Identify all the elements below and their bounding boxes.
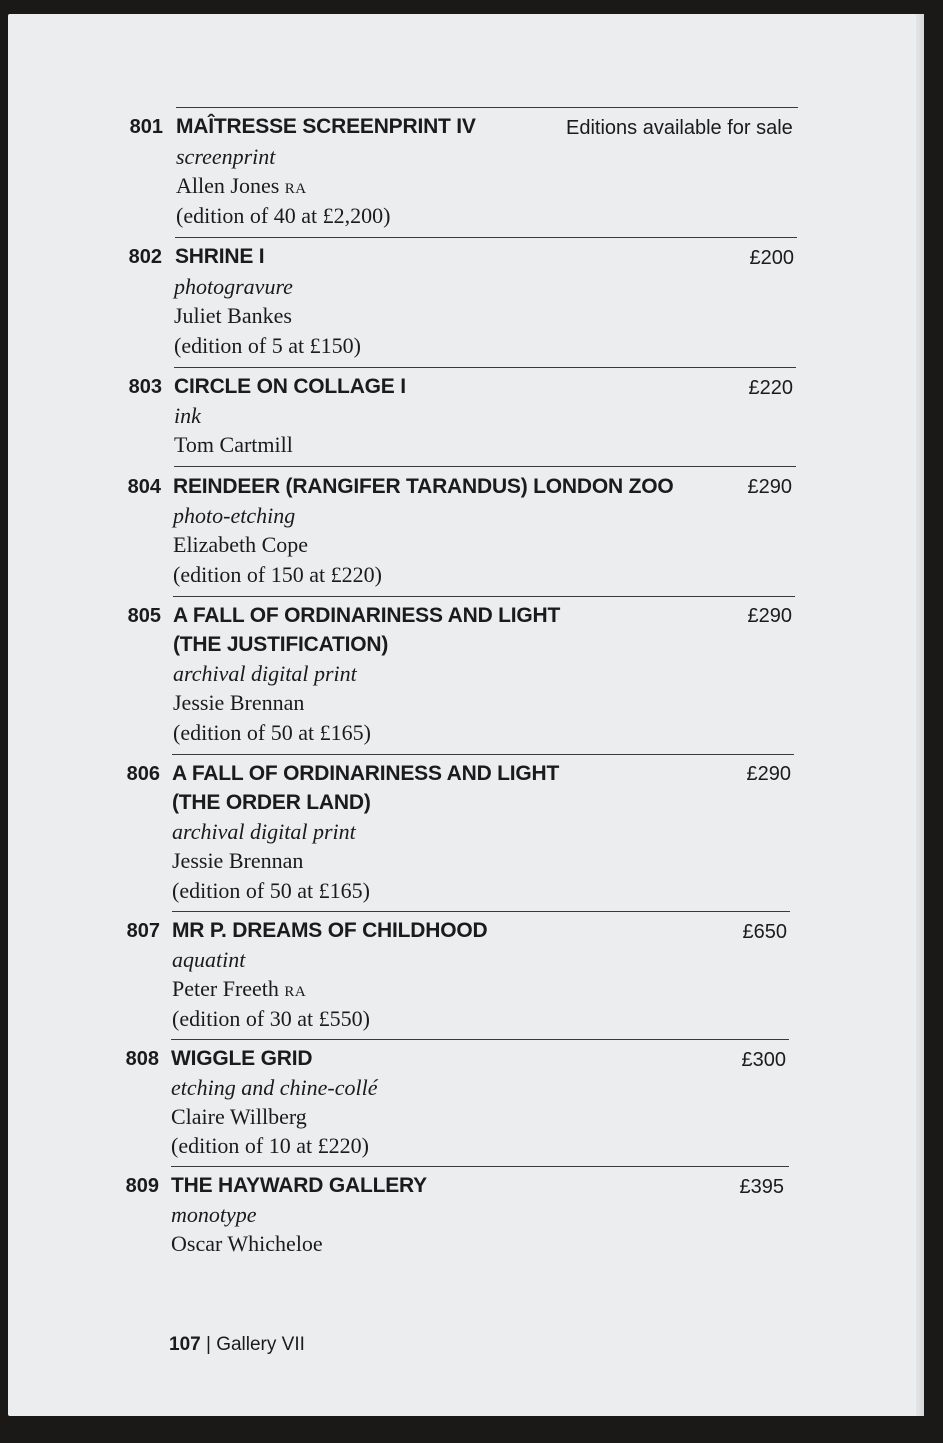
entry-number: 809 — [125, 1175, 159, 1197]
entry-title: MAÎTRESSE SCREENPRINT IV — [176, 115, 476, 138]
entry-edition: (edition of 40 at £2,200) — [176, 203, 391, 228]
entry-edition: (edition of 30 at £550) — [172, 1006, 370, 1031]
entry-edition: (edition of 50 at £165) — [172, 878, 370, 903]
entry-edition: (edition of 10 at £220) — [171, 1133, 369, 1158]
entry-artist: Jessie Brennan — [172, 848, 304, 873]
entry-title-line: A FALL OF ORDINARINESS AND LIGHT — [173, 604, 561, 627]
entry-price: £200 — [749, 247, 794, 269]
entry-medium: ink — [174, 403, 201, 428]
entry-artist: Claire Willberg — [171, 1104, 307, 1129]
entry-title: CIRCLE ON COLLAGE I — [174, 375, 406, 398]
entry-price: £395 — [739, 1176, 784, 1198]
entry-number: 808 — [125, 1048, 159, 1070]
artist-name: Allen Jones — [176, 173, 280, 198]
entry-number: 807 — [126, 920, 160, 942]
entry-number: 801 — [129, 116, 163, 138]
page-footer: 107 | Gallery VII — [169, 1334, 305, 1355]
entry-rule — [176, 107, 798, 108]
entry-artist: Juliet Bankes — [174, 303, 292, 328]
entry-edition: (edition of 5 at £150) — [174, 333, 361, 358]
entry-rule — [171, 1166, 789, 1167]
entry-artist — [176, 171, 307, 204]
entry-title: SHRINE I — [175, 245, 265, 268]
entry-medium: archival digital print — [173, 661, 357, 686]
entry-title: WIGGLE GRID — [171, 1047, 313, 1070]
catalogue-page — [8, 14, 924, 1416]
entry-number: 804 — [127, 476, 161, 498]
entry-medium: screenprint — [176, 144, 276, 169]
entry-number: 802 — [128, 246, 162, 268]
entry-medium: aquatint — [172, 947, 246, 972]
editions-note: Editions available for sale — [566, 117, 793, 139]
entry-artist: Tom Cartmill — [174, 432, 293, 457]
entry-medium: photo-etching — [173, 503, 296, 528]
entry-rule — [173, 596, 795, 597]
entry-title-line: A FALL OF ORDINARINESS AND LIGHT — [172, 762, 560, 785]
entry-rule — [172, 754, 794, 755]
page-number: 107 — [169, 1334, 201, 1355]
entry-edition: (edition of 150 at £220) — [173, 562, 382, 587]
entry-rule — [174, 367, 796, 368]
section-name: Gallery VII — [216, 1334, 305, 1355]
entry-title: THE HAYWARD GALLERY — [171, 1174, 427, 1197]
entry-price: £290 — [746, 763, 791, 785]
entry-price: £290 — [747, 605, 792, 627]
entry-title-line: (THE ORDER LAND) — [172, 791, 371, 814]
entry-title: MR P. DREAMS OF CHILDHOOD — [172, 919, 488, 942]
entry-rule — [171, 1039, 789, 1040]
entry-price: £220 — [748, 377, 793, 399]
entry-title-line: (THE JUSTIFICATION) — [173, 633, 389, 656]
entry-medium: photogravure — [174, 274, 293, 299]
entry-artist: Oscar Whicheloe — [171, 1231, 323, 1256]
entry-artist: Elizabeth Cope — [173, 532, 309, 557]
entry-medium: monotype — [171, 1202, 257, 1227]
entry-rule — [175, 237, 797, 238]
artist-honours: RA — [284, 181, 307, 197]
entry-price: £650 — [742, 921, 787, 943]
entry-number: 805 — [127, 605, 161, 627]
entry-edition: (edition of 50 at £165) — [173, 720, 371, 745]
entry-artist: Jessie Brennan — [173, 690, 305, 715]
artist-honours: RA — [284, 984, 307, 1000]
entry-rule — [172, 911, 790, 912]
entry-number: 803 — [128, 376, 162, 398]
entry-artist — [172, 974, 306, 1007]
entry-medium: archival digital print — [172, 819, 356, 844]
entry-number: 806 — [126, 763, 160, 785]
entry-medium: etching and chine-collé — [171, 1075, 378, 1100]
artist-name: Peter Freeth — [172, 976, 279, 1001]
entry-price: £290 — [747, 476, 792, 498]
entry-price: £300 — [741, 1049, 786, 1071]
page-edge — [916, 14, 924, 1416]
entry-title: REINDEER (RANGIFER TARANDUS) LONDON ZOO — [173, 475, 674, 498]
entry-rule — [174, 466, 796, 467]
